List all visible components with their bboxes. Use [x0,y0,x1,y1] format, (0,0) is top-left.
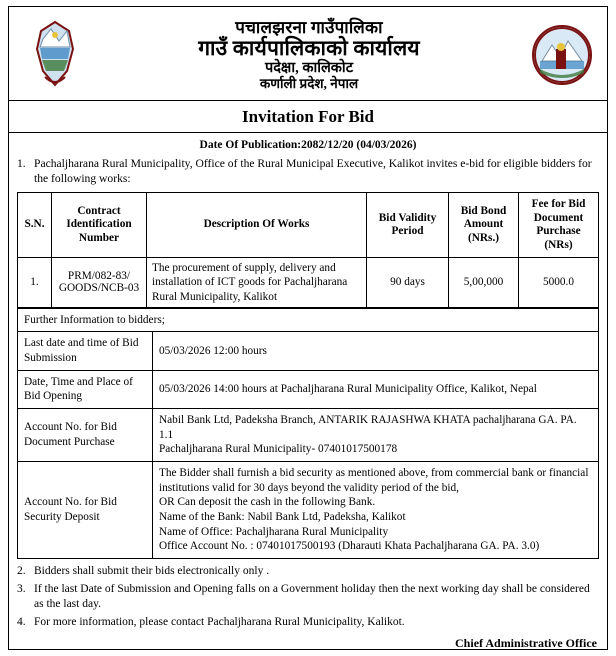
intro-number: 1. [17,157,26,170]
further-information-table [17,308,599,559]
publication-date: Date Of Publication:2082/12/20 (04/03/2026) [199,139,417,151]
document-header [9,7,607,101]
security-deposit-line-1: The Bidder shall furnish a bid security as mentioned above, from commercial bank or financial institutions valid for 30 days beyond the validity period of the bid, [159,467,589,494]
list-item [17,582,599,613]
signature-line: Chief Administrative Office [455,636,597,650]
th-bid-validity: Bid Validity Period [367,193,449,258]
cell-bid-validity: 90 days [367,258,449,307]
th-description: Description Of Works [147,193,367,258]
note-number-4: 4. [17,615,26,628]
municipality-logo-svg [534,27,590,83]
security-deposit-line-2: OR Can deposit the cash in the following Bank. [159,496,376,509]
info-row-opening [18,370,599,408]
security-deposit-line-4: Name of Office: Pachaljharana Rural Municipality [159,525,389,538]
note-text-3: If the last Date of Submission and Opening falls on a Government holiday then the next working day shall be considered as the last day. [34,582,590,611]
header-line-1: पचालझरना गाउँपालिका [235,17,383,37]
security-deposit-line-3: Name of the Bank: Nabil Bank Ltd, Padeksha, Kalikot [159,511,406,524]
municipality-logo-icon [527,25,597,85]
value-bid-opening: 05/03/2026 14:00 hours at Pachaljharana Rural Municipality Office, Kalikot, Nepal [153,370,599,408]
further-info-title-row [18,308,599,332]
further-info-title: Further Information to bidders; [18,308,599,332]
header-line-2: गाउँ कार्यपालिकाको कार्यालय [198,35,420,60]
document-border [8,6,608,650]
table-row [18,258,599,307]
note-number-3: 3. [17,582,26,595]
emblem-svg [23,19,87,91]
security-deposit-line-5: Office Account No. : 07401017500193 (Dharauti Khata Pachaljharana GA. PA. 3.0) [159,540,540,553]
municipality-logo-circle [532,25,592,85]
cell-description: The procurement of supply, delivery and installation of ICT goods for Pachaljharana Rural Municipality, Kalikot [147,258,367,307]
th-document-fee: Fee for Bid Document Purchase (NRs) [519,193,599,258]
info-row-document-purchase [18,409,599,462]
works-table [17,192,599,308]
document-purchase-line-1: Nabil Bank Ltd, Padeksha Branch, ANTARIK RAJASHWA KHATA pachaljharana GA. PA. 1.1 [159,414,577,441]
value-bid-submission: 05/03/2026 12:00 hours [153,332,599,370]
label-security-deposit-account: Account No. for Bid Security Deposit [18,462,153,559]
cell-contract-id: PRM/082-83/ GOODS/NCB-03 [52,258,147,307]
intro-paragraph [9,156,607,192]
cell-sn: 1. [18,258,52,307]
label-bid-opening: Date, Time and Place of Bid Opening [18,370,153,408]
cell-bid-bond: 5,00,000 [449,258,519,307]
further-information-body [18,308,599,558]
note-text-4: For more information, please contact Pachaljharana Rural Municipality, Kalikot. [34,615,405,628]
works-table-body [18,258,599,307]
list-item [17,615,599,631]
works-table-header-row [18,193,599,258]
nepal-government-emblem-icon [19,19,91,91]
info-row-security-deposit [18,462,599,559]
th-bid-bond: Bid Bond Amount (NRs.) [449,193,519,258]
notes-list [9,559,607,630]
header-line-3: पदेक्षा, कालिकोट [264,60,353,77]
document-purchase-line-2: Pachaljharana Rural Municipality- 07401017500178 [159,443,398,456]
th-contract-id: Contract Identification Number [52,193,147,258]
note-number-2: 2. [17,565,26,578]
cell-document-fee: 5000.0 [519,258,599,307]
header-line-4: कर्णाली प्रदेश, नेपाल [259,76,359,92]
value-security-deposit-account [153,462,599,559]
label-document-purchase-account: Account No. for Bid Document Purchase [18,409,153,462]
header-title-block [91,18,527,92]
works-table-head [18,193,599,258]
list-item [17,564,599,580]
th-sn: S.N. [18,193,52,258]
intro-text: Pachaljharana Rural Municipality, Office of the Rural Municipal Executive, Kalikot invites e-bid for eligible bidders for the following works: [34,157,592,186]
value-document-purchase-account [153,409,599,462]
label-bid-submission: Last date and time of Bid Submission [18,332,153,370]
info-row-submission [18,332,599,370]
note-text-2: Bidders shall submit their bids electronically only . [34,565,270,578]
page-title: Invitation For Bid [9,101,607,133]
